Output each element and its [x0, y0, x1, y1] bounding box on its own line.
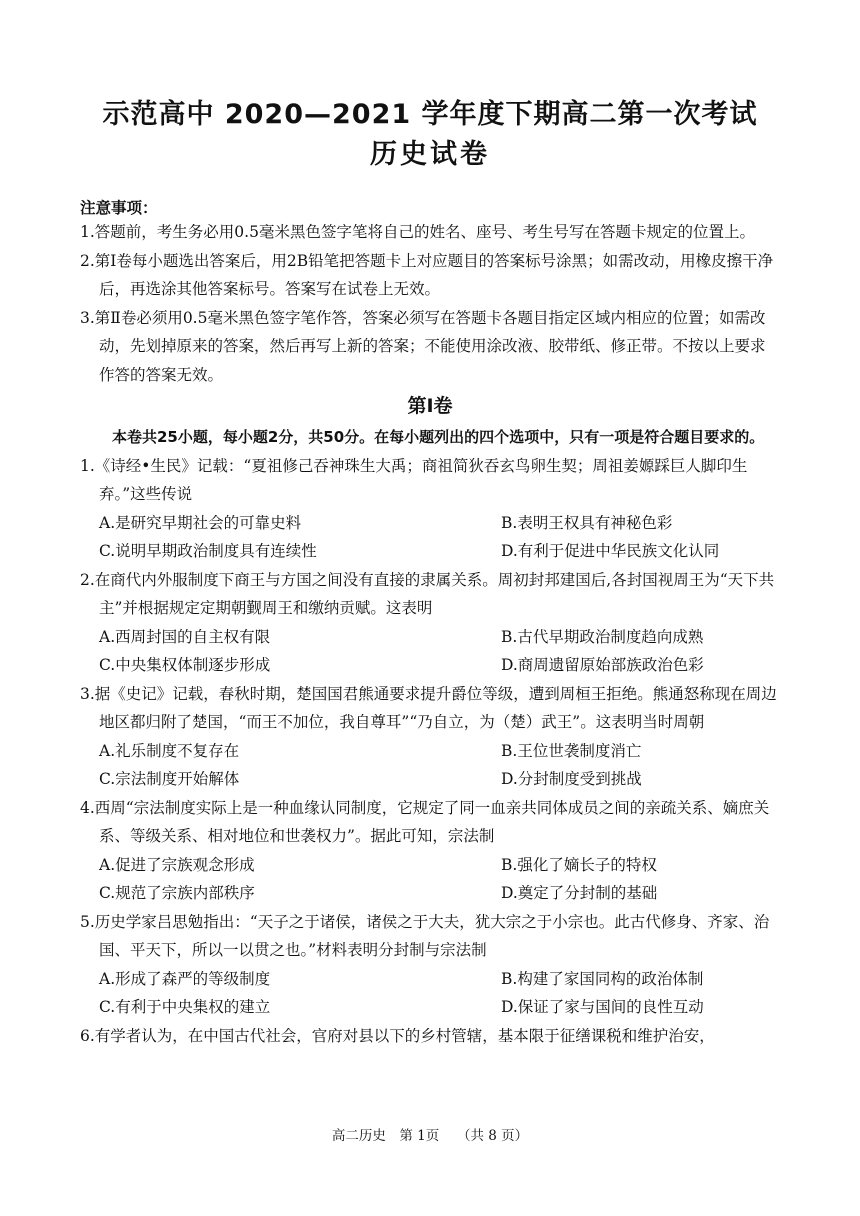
- question-stem: 3.据《史记》记载，春秋时期，楚国国君熊通要求提升爵位等级，遭到周桓王拒绝。熊通怒称现在周边地区都归附了楚国，“而王不加位，我自尊耳”“乃自立，为（楚）武王”。这表明当时周朝: [80, 684, 777, 731]
- question-stem: 5.历史学家吕思勉指出：“天子之于诸侯，诸侯之于大夫，犹大宗之于小宗也。此古代修身、齐家、治国、平天下，所以一以贯之也。”材料表明分封制与宗法制: [80, 912, 770, 959]
- page-footer: 高二历史 第 1页 （共 8 页）: [331, 1128, 529, 1144]
- question-options: [80, 851, 780, 908]
- option: D.保证了家与国间的良性互动: [501, 998, 704, 1016]
- exam-title: 示范高中 2020—2021 学年度下期高二第一次考试: [102, 99, 758, 130]
- question: [80, 794, 780, 908]
- option: A.是研究早期社会的可靠史料: [99, 513, 302, 532]
- question: [80, 680, 780, 794]
- question: [80, 566, 780, 680]
- question-stem: 1.《诗经•生民》记载：“夏祖修己吞神珠生大禹；商祖简狄吞玄鸟卵生契；周祖姜嫄踩巨人脚印生弃。”这些传说: [80, 456, 748, 503]
- question-options: [80, 737, 780, 794]
- notice-item: 2.第Ⅰ卷每小题选出答案后，用2B铅笔把答题卡上对应题目的答案标号涂黑；如需改动，用橡皮擦干净后，再选涂其他答案标号。答案写在试卷上无效。: [80, 251, 774, 298]
- question-options: [80, 509, 780, 566]
- option: D.商周遗留原始部族政治色彩: [501, 656, 704, 674]
- option: A.西周封国的自主权有限: [99, 627, 271, 646]
- option: B.构建了家国同构的政治体制: [501, 969, 704, 988]
- option: C.宗法制度开始解体: [99, 770, 240, 788]
- notice-list: [80, 218, 780, 389]
- question: [80, 452, 780, 566]
- option: C.规范了宗族内部秩序: [99, 884, 255, 902]
- option: A.促进了宗族观念形成: [99, 855, 255, 874]
- option: B.强化了嫡长子的特权: [501, 855, 657, 874]
- notice-item: 1.答题前，考生务必用0.5毫米黑色签字笔将自己的姓名、座号、考生号写在答题卡规定的位置上。: [80, 223, 755, 241]
- question-options: [80, 623, 780, 680]
- option: B.古代早期政治制度趋向成熟: [501, 627, 704, 646]
- exam-body: [80, 218, 780, 1050]
- notice-item: 3.第Ⅱ卷必须用0.5毫米黑色签字笔作答，答案必须写在答题卡各题目指定区域内相应的位置；如需改动，先划掉原来的答案，然后再写上新的答案；不能使用涂改液、胶带纸、修正带。不按以上要求作答的答案无效。: [80, 308, 766, 384]
- option: D.分封制度受到挑战: [501, 770, 642, 788]
- part1-intro: 本卷共25小题，每小题2分，共50分。在每小题列出的四个选项中，只有一项是符合题目要求的。: [112, 428, 765, 446]
- question: [80, 1022, 780, 1051]
- option: A.形成了森严的等级制度: [99, 969, 271, 988]
- option: D.奠定了分封制的基础: [501, 884, 658, 902]
- question-stem: 6.有学者认为，在中国古代社会，官府对县以下的乡村管辖，基本限于征缮课税和维护治安，: [80, 1026, 715, 1045]
- question-options: [80, 965, 780, 1022]
- option: D.有利于促进中华民族文化认同: [501, 542, 720, 560]
- notice-heading: 注意事项：: [80, 199, 158, 217]
- option: B.王位世袭制度消亡: [501, 741, 642, 760]
- option: C.中央集权体制逐步形成: [99, 656, 271, 674]
- question: [80, 908, 780, 1022]
- option: C.有利于中央集权的建立: [99, 998, 271, 1016]
- option: B.表明王权具有神秘色彩: [501, 513, 673, 532]
- question-stem: 4.西周“宗法制度实际上是一种血缘认同制度，它规定了同一血亲共同体成员之间的亲疏关系、嫡庶关系、等级关系、相对地位和世袭权力”。据此可知，宗法制: [80, 798, 770, 845]
- part1-heading: 第Ⅰ卷: [407, 395, 453, 417]
- question-stem: 2.在商代内外服制度下商王与方国之间没有直接的隶属关系。周初封邦建国后,各封国视周王为“天下共主”并根据规定定期朝觐周王和缴纳贡赋。这表明: [80, 570, 775, 617]
- exam-subtitle: 历史试卷: [370, 139, 490, 170]
- option: A.礼乐制度不复存在: [99, 741, 240, 760]
- option: C.说明早期政治制度具有连续性: [99, 542, 317, 560]
